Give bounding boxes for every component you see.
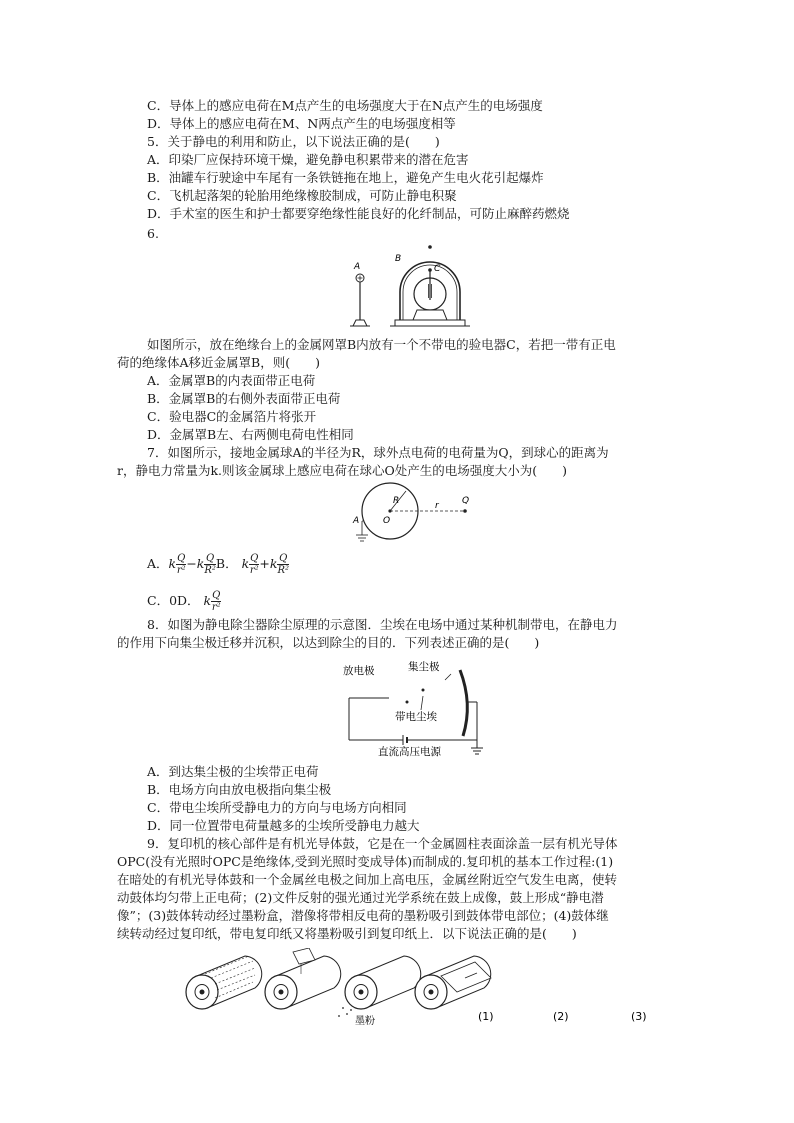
q6-stem-2: 荷的绝缘体A移近金属罩B，则( ) (117, 355, 320, 370)
q7-options-cd (147, 590, 221, 613)
fraction-q-R2: $\frac{Q}{\text{R²}}$ (277, 553, 289, 576)
q6-number: 6. (147, 226, 159, 241)
drum-1 (186, 956, 262, 1009)
figure-7-grounded-sphere (350, 481, 490, 547)
q6-option-c: C．验电器C的金属箔片将张开 (147, 409, 317, 424)
label-o: O (383, 516, 391, 526)
label-a-point: A (353, 516, 360, 526)
q8-option-c: C．带电尘埃所受静电力的方向与电场方向相同 (147, 800, 407, 815)
q7-option-d-label: D． (177, 593, 200, 608)
k-symbol: k (196, 556, 205, 571)
label-dc-source: 直流高压电源 (378, 746, 441, 758)
label-step-2: (2) (553, 1010, 569, 1023)
q9-stem-2: OPC(没有光照时OPC是绝缘体,受到光照时变成导体)而制成的.复印机的基本工作过程:(1) (117, 854, 614, 869)
q9-stem-5: 像”；(3)鼓体转动经过墨粉盒，潜像将带相反电荷的墨粉吸引到鼓体带电部位；(4)鼓体继 (117, 908, 609, 923)
minus-sign: − (186, 556, 197, 571)
q6-stem-1: 如图所示，放在绝缘台上的金属网罩B内放有一个不带电的验电器C，若把一带有正电 (147, 337, 616, 352)
q7-stem-1: 7．如图所示，接地金属球A的半径为R，球外点电荷的电荷量为Q，到球心的距离为 (147, 445, 609, 460)
q7-option-c-label: C．0 (147, 593, 178, 608)
q9-stem-1: 9．复印机的核心部件是有机光导体鼓，它是在一个金属圆柱表面涂盖一层有机光导体 (147, 836, 618, 851)
q8-stem-2: 的作用下向集尘极迁移并沉积，以达到除尘的目的．下列表述正确的是( ) (117, 635, 540, 650)
figure-9-copier-drums (175, 948, 675, 1028)
label-a: A (354, 262, 361, 272)
q4-option-d: D．导体上的感应电荷在M、N两点产生的电场强度相等 (147, 116, 456, 131)
q9-stem-4: 动鼓体均匀带上正电荷；(2)文件反射的强光通过光学系统在鼓上成像，鼓上形成“静电潜 (117, 890, 604, 905)
q6-option-b: B．金属罩B的右侧外表面带正电荷 (147, 391, 341, 406)
figure-8-electrostatic-precipitator (335, 652, 495, 760)
label-r-distance: r (435, 501, 439, 511)
q6-option-a: A．金属罩B的内表面带正电荷 (147, 373, 316, 388)
drum-2 (265, 948, 341, 1009)
q8-option-d: D．同一位置带电荷量越多的尘埃所受静电力越大 (147, 818, 420, 833)
drum-4 (415, 956, 491, 1009)
q5-option-a: A．印染厂应保持环境干燥，避免静电积累带来的潜在危害 (147, 152, 469, 167)
label-b: B (395, 254, 402, 264)
label-step-3: (3) (631, 1010, 647, 1023)
q8-stem-1: 8．如图为静电除尘器除尘原理的示意图．尘埃在电场中通过某种机制带电，在静电力 (147, 617, 618, 632)
plus-sign: + (259, 556, 270, 571)
q7-stem-2: r，静电力常量为k.则该金属球上感应电荷在球心O处产生的电场强度大小为( ) (117, 463, 568, 478)
label-c: C (434, 264, 441, 274)
label-toner: 墨粉 (355, 1016, 375, 1027)
q5-option-d: D．手术室的医生和护士都要穿绝缘性能良好的化纤制品，可防止麻醉药燃烧 (147, 206, 570, 221)
q4-option-c: C．导体上的感应电荷在M点产生的电场强度大于在N点产生的电场强度 (147, 98, 543, 113)
label-q: Q (462, 496, 470, 506)
fraction-q-R2: $\frac{Q}{\text{R²}}$ (204, 553, 216, 576)
q5-stem: 5．关于静电的利用和防止，以下说法正确的是( ) (147, 134, 440, 149)
fraction-q-r2: $\frac{Q}{\text{r²}}$ (176, 553, 186, 576)
q6-option-d: D．金属罩B左、右两侧电荷电性相同 (147, 427, 354, 442)
label-discharge-electrode: 放电极 (343, 665, 375, 677)
label-charged-dust: 带电尘埃 (395, 711, 437, 723)
drum-3 (338, 956, 421, 1027)
figure-6-metal-cage (345, 244, 475, 332)
fraction-q-r2: $\frac{Q}{\text{r²}}$ (249, 553, 259, 576)
q8-option-b: B．电场方向由放电极指向集尘极 (147, 782, 332, 797)
k-symbol: k (168, 556, 177, 571)
label-collector-electrode: 集尘极 (408, 661, 440, 673)
k-symbol: k (203, 593, 212, 608)
q5-option-b: B．油罐车行驶途中车尾有一条铁链拖在地上，避免产生电火花引起爆炸 (147, 170, 544, 185)
label-r-radius: R (393, 496, 400, 506)
q7-option-a-label: A． (147, 556, 169, 571)
k-symbol: k (241, 556, 250, 571)
q7-option-b-label: B． (215, 556, 238, 571)
k-symbol: k (269, 556, 278, 571)
q8-option-a: A．到达集尘极的尘埃带正电荷 (147, 764, 319, 779)
q9-stem-6: 续转动经过复印纸，带电复印纸又将墨粉吸引到复印纸上．以下说法正确的是( ) (117, 926, 577, 941)
q9-stem-3: 在暗处的有机光导体鼓和一个金属丝电极之间加上高电压，金属丝附近空气发生电离，使转 (117, 872, 618, 887)
q5-option-c: C．飞机起落架的轮胎用绝缘橡胶制成，可防止静电积聚 (147, 188, 457, 203)
q7-options-ab (147, 553, 289, 576)
label-step-1: (1) (478, 1010, 494, 1023)
fraction-q-r2: $\frac{Q}{\text{r²}}$ (211, 590, 221, 613)
